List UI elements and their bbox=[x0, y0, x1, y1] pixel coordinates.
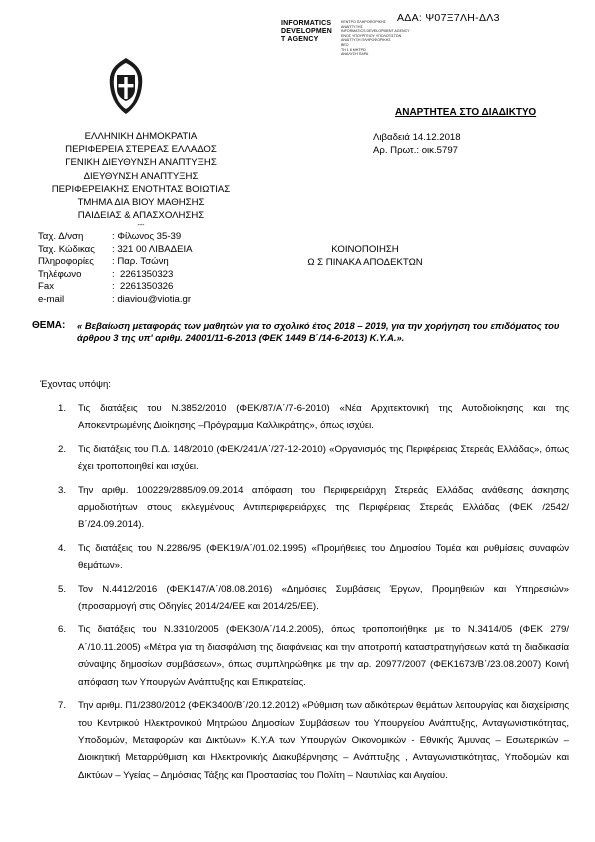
logo-line: T AGENCY bbox=[281, 36, 319, 43]
subject-label: ΘΕΜΑ: bbox=[32, 320, 66, 331]
item-number: 7. bbox=[57, 700, 66, 712]
contact-label: Τηλέφωνο bbox=[38, 268, 82, 280]
item-text: Την αριθμ. 100229/2885/09.09.2014 απόφαση του Περιφερειάρχη Στερεάς Ελλάδας ανάθεσης άσκησης αρμοδιοτήτων στους εκλεγμένους Αντιπεριφερειάρχες της Περιφέρειας Στερεάς Ελλάδας (ΦΕΚ /2542/Β΄/24.09.2014). bbox=[78, 484, 569, 531]
contact-label: e-mail bbox=[38, 293, 65, 305]
list-item bbox=[44, 581, 569, 616]
contact-value: : Παρ. Τσώνη bbox=[112, 256, 169, 268]
contact-row bbox=[38, 281, 193, 294]
item-number: 4. bbox=[57, 542, 66, 554]
item-text: Τις διατάξεις του Ν.3852/2010 (ΦΕΚ/87/Α΄/7-6-2010) «Νέα Αρχιτεκτονική της Αυτοδιοίκησης και της Αποκεντρωμένης Διοίκησης –Πρόγραμμα Καλλικράτης», όπως ισχύει. bbox=[78, 403, 569, 432]
considering-intro: Έχοντας υπόψη: bbox=[40, 379, 111, 390]
item-text: Τις διατάξεις του Ν.3310/2005 (ΦΕΚ30/Α΄/14.2.2005), όπως τροποποιήθηκε με το Ν.3414/05 (ΦΕΚ 279/Α΄/10.11.2005) «Μέτρα για τη διασφάλιση της διαφάνειας και την αποτροπή καταστρατηγήσεων κατά τη διαδικασία σύναψης δημοσίων συμβάσεων», όπως συμπληρώθηκε με την αρ. 20977/2007 (ΦΕΚ1673/Β΄/23.08.2007) Κοινή απόφαση των Υπουργών Ανάπτυξης και Επικρατείας. bbox=[78, 624, 569, 688]
contact-value: : 321 00 ΛΙΒΑΔΕΙΑ bbox=[112, 243, 193, 255]
list-item bbox=[44, 441, 569, 476]
header-dash: --- bbox=[137, 222, 145, 230]
considerations-list bbox=[44, 400, 569, 790]
item-number: 2. bbox=[57, 443, 66, 455]
list-item bbox=[44, 400, 569, 435]
contact-row bbox=[38, 294, 193, 307]
contact-label: Ταχ. Κώδικας bbox=[38, 243, 95, 255]
header-line: ΤΜΗΜΑ ΔΙΑ ΒΙΟΥ ΜΑΘΗΣΗΣ bbox=[77, 197, 205, 209]
contact-row bbox=[38, 231, 193, 244]
logo-line: DEVELOPMEN bbox=[281, 28, 333, 35]
item-number: 3. bbox=[57, 484, 66, 496]
contact-value: : 2261350323 bbox=[112, 268, 174, 280]
logo-small-line: ΕΝΟΣ ΥΠΟΥΡΓΕΙΟΥ ΥΠΟΛΟΓΙΣΤΩΝ bbox=[341, 33, 402, 38]
logo-small-line: ΚΕΝΤΡΟ ΠΛΗΡΟΦΟΡΙΚΗΣ bbox=[341, 20, 386, 24]
contact-row bbox=[38, 256, 193, 269]
contact-email[interactable]: : diaviou@viotia.gr bbox=[112, 293, 192, 305]
ada-code: ΑΔΑ: Ψ07Ξ7ΛΗ-ΔΛ3 bbox=[397, 12, 500, 24]
contact-label: Ταχ. Δ/νση bbox=[38, 231, 84, 242]
header-line: ΠΕΡΙΦΕΡΕΙΑ ΣΤΕΡΕΑΣ ΕΛΛΑΔΟΣ bbox=[65, 144, 217, 156]
item-number: 6. bbox=[57, 624, 66, 636]
logo-line: INFORMATICS bbox=[281, 20, 332, 27]
list-item bbox=[44, 697, 569, 784]
document-date: Λιβαδειά 14.12.2018 bbox=[373, 132, 461, 143]
contact-label: Fax bbox=[38, 281, 54, 293]
item-text: Τις διατάξεις του Ν.2286/95 (ΦΕΚ19/Α΄/01.02.1995) «Προμήθειες του Δημοσίου Τομέα και ρυθμίσεις συναφών θεμάτων». bbox=[78, 542, 569, 572]
greek-emblem-icon bbox=[104, 55, 148, 117]
header-line: ΠΑΙΔΕΙΑΣ & ΑΠΑΣΧΟΛΗΣΗΣ bbox=[77, 210, 205, 222]
header-line: ΔΙΕΥΘΥΝΣΗ ΑΝΑΠΤΥΞΗΣ bbox=[83, 170, 199, 182]
distribution-title: ΚΟΙΝΟΠΟΙΗΣΗ bbox=[331, 244, 399, 255]
subject-text: « Βεβαίωση μεταφοράς των μαθητών για το σχολικό έτος 2018 – 2019, για την χορήγηση του επιδόματος του άρθρου 3 της υπ' αριθμ. 24001/11-6-2013 (ΦΕΚ 1449 Β΄/14-6-2013) Κ.Υ.Α.». bbox=[77, 320, 560, 344]
logo-small-line: INFORMATICS DEVELOPMENT AGENCY bbox=[341, 29, 410, 34]
authority-header bbox=[30, 130, 252, 230]
item-number: 1. bbox=[57, 403, 66, 414]
date-block bbox=[373, 131, 461, 157]
item-text: Τις διατάξεις του Π.Δ. 148/2010 (ΦΕΚ/241/Α΄/27-12-2010) «Οργανισμός της Περιφέρειας Στερεάς Ελλάδας», όπως έχει τροποποιηθεί και ισχύει. bbox=[78, 443, 569, 473]
logo-small-text bbox=[341, 20, 410, 57]
list-item bbox=[44, 482, 569, 534]
item-text: Τον Ν.4412/2016 (ΦΕΚ147/Α΄/08.08.2016) «Δημόσιες Συμβάσεις Έργων, Προμηθειών και Υπηρεσιών» (προσαρμογή στις Οδηγίες 2014/24/ΕΕ και 2014/25/ΕΕ). bbox=[78, 583, 569, 613]
item-text: Την αριθμ. Π1/2380/2012 (ΦΕΚ3400/Β΄/20.12.2012) «Ρύθμιση των αδικότερων θεμάτων λειτουργίας και διαχείρισης του Κεντρικού Ηλεκτρονικού Μητρώου Δημοσίων Συμβάσεων του Υπουργείου Ανάπτυξης, Ανταγωνιστικότητας, Υποδομών, Μεταφορών και Δικτύων» Κ.Υ.Α των Υπουργών Οικονομικών - Εθνικής Άμυνας – Εσωτερικών – Διοικητική Μεταρρύθμιση και Ηλεκτρονικής Διακυβέρνησης – Ανάπτυξης , Ανταγωνιστικότητας, Υποδομών και Δικτύων – Υγείας – Δημόσιας Τάξης και Προστασίας του Πολίτη – Ναυτιλίας και Αιγαίου. bbox=[78, 700, 569, 781]
logo-small-line: ΒΕΟ bbox=[341, 42, 349, 47]
item-number: 5. bbox=[57, 583, 66, 595]
list-item bbox=[44, 540, 569, 575]
logo-small-line: ΑΝΑΛΥΣΗ ΠΑΡΑ bbox=[341, 52, 369, 57]
contact-details bbox=[38, 231, 193, 307]
contact-row bbox=[38, 244, 193, 257]
informatics-agency-logo bbox=[281, 20, 332, 44]
logo-small-line: ΑΝΑΠΤΥΞΗΣ bbox=[341, 24, 363, 29]
contact-value: : 2261350326 bbox=[112, 281, 174, 293]
header-line: ΠΕΡΙΦΕΡΕΙΑΚΗΣ ΕΝΟΤΗΤΑΣ ΒΟΙΩΤΙΑΣ bbox=[51, 183, 231, 195]
logo-small-line: ΑΝΑΠΤΥΞΗ ΠΛΗΡΟΦΟΡΙΚΗΣ bbox=[341, 38, 391, 43]
post-online-label: ΑΝΑΡΤΗΤΕΑ ΣΤΟ ΔΙΑΔΙΚΤΥΟ bbox=[395, 107, 537, 118]
header-line: ΕΛΛΗΝΙΚΗ ΔΗΜΟΚΡΑΤΙΑ bbox=[84, 131, 198, 142]
distribution-block bbox=[290, 243, 440, 269]
contact-value: : Φίλωνος 35-39 bbox=[112, 231, 182, 242]
distribution-subtitle: Ω Σ ΠΙΝΑΚΑ ΑΠΟΔΕΚΤΩΝ bbox=[307, 257, 423, 269]
list-item bbox=[44, 621, 569, 691]
contact-label: Πληροφορίες bbox=[38, 256, 94, 268]
contact-row bbox=[38, 269, 193, 282]
logo-small-line: ΤΗ 1 8 ΜΗΤΡΩ bbox=[341, 47, 366, 52]
protocol-number: Αρ. Πρωτ.: οικ.5797 bbox=[373, 145, 458, 157]
header-line: ΓΕΝΙΚΗ ΔΙΕΥΘΥΝΣΗ ΑΝΑΠΤΥΞΗΣ bbox=[65, 157, 217, 169]
